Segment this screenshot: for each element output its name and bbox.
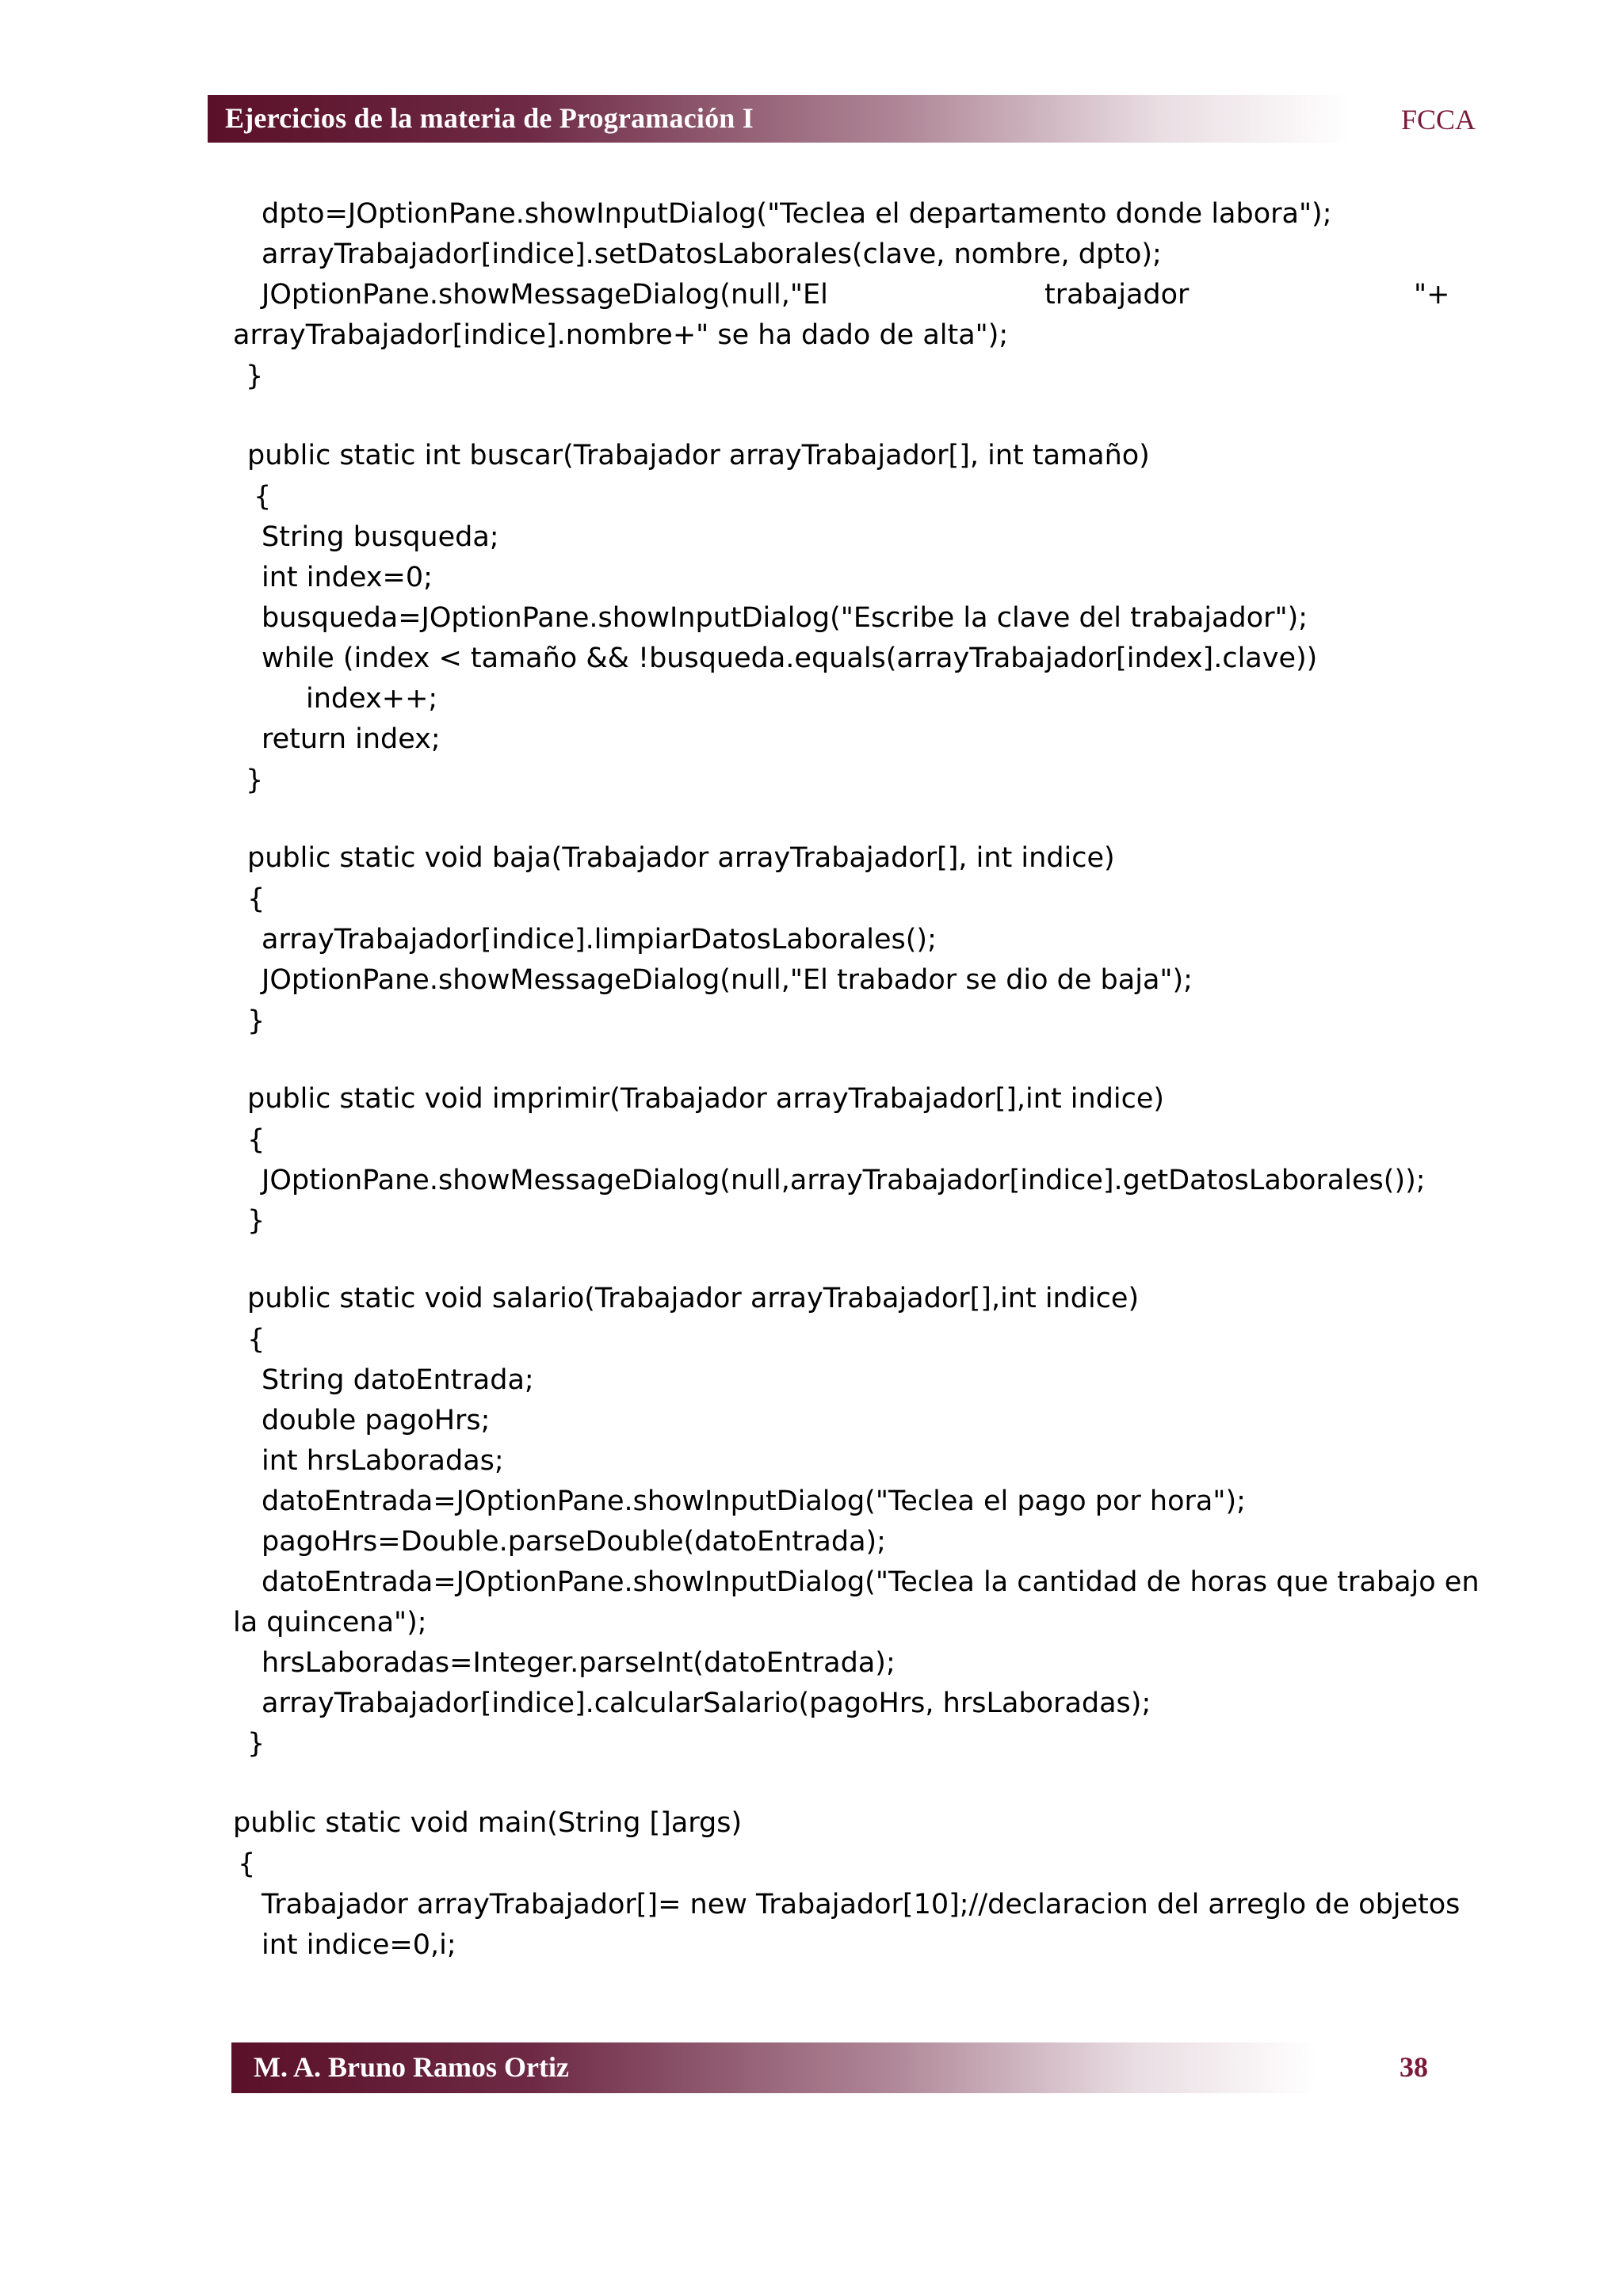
- code-line: index++;: [306, 683, 438, 715]
- code-line: pagoHrs=Double.parseDouble(datoEntrada);: [262, 1526, 886, 1558]
- code-line: JOptionPane.showMessageDialog(null,arrayTrabajador[indice].getDatosLaborales());: [262, 1165, 1426, 1196]
- code-line: String datoEntrada;: [262, 1364, 534, 1396]
- code-line: arrayTrabajador[indice].calcularSalario(pagoHrs, hrsLaboradas);: [262, 1688, 1151, 1719]
- code-line: arrayTrabajador[indice].limpiarDatosLaborales();: [262, 924, 937, 955]
- code-line: {: [247, 1124, 265, 1156]
- code-line: String busqueda;: [262, 521, 499, 553]
- page-number: 38: [1400, 2051, 1428, 2083]
- code-line: {: [247, 883, 265, 915]
- code-line: }: [246, 765, 264, 796]
- code-line: public static void salario(Trabajador arrayTrabajador[],int indice): [247, 1283, 1140, 1314]
- code-line: }: [247, 1728, 265, 1760]
- code-line: busqueda=JOptionPane.showInputDialog("Escribe la clave del trabajador");: [262, 602, 1308, 634]
- code-line: datoEntrada=JOptionPane.showInputDialog("Teclea el pago por hora");: [262, 1486, 1246, 1517]
- code-line: {: [238, 1848, 256, 1880]
- header-title: Ejercicios de la materia de Programación I: [225, 102, 754, 134]
- code-line: datoEntrada=JOptionPane.showInputDialog("Teclea la cantidad de horas que trabajo en: [262, 1566, 1480, 1598]
- code-line: arrayTrabajador[indice].nombre+" se ha dado de alta");: [233, 319, 1009, 351]
- code-line: int index=0;: [262, 562, 433, 593]
- code-line: }: [247, 1005, 265, 1037]
- code-line: public static int buscar(Trabajador arrayTrabajador[], int tamaño): [247, 440, 1150, 471]
- code-line: return index;: [262, 723, 441, 755]
- code-line: int indice=0,i;: [262, 1929, 456, 1961]
- code-line: "+: [1414, 279, 1450, 311]
- code-line: trabajador: [1044, 279, 1190, 311]
- code-line: }: [247, 1205, 265, 1237]
- code-line: arrayTrabajador[indice].setDatosLaborales(clave, nombre, dpto);: [262, 238, 1162, 270]
- code-line: }: [246, 360, 264, 392]
- page-footer: [231, 2042, 1436, 2093]
- code-line: double pagoHrs;: [262, 1405, 491, 1436]
- code-line: {: [254, 481, 272, 513]
- code-line: la quincena");: [233, 1607, 427, 1638]
- code-line: while (index < tamaño && !busqueda.equals(arrayTrabajador[index].clave)): [262, 643, 1318, 674]
- code-line: {: [247, 1324, 265, 1356]
- code-line: public static void imprimir(Trabajador arrayTrabajador[],int indice): [247, 1083, 1165, 1115]
- code-line: Trabajador arrayTrabajador[]= new Trabajador[10];//declaracion del arreglo de objetos: [262, 1889, 1461, 1920]
- code-line: hrsLaboradas=Integer.parseInt(datoEntrada);: [262, 1647, 896, 1679]
- code-line: int hrsLaboradas;: [262, 1445, 504, 1477]
- code-line: dpto=JOptionPane.showInputDialog("Teclea el departamento donde labora");: [262, 198, 1332, 230]
- header-org: FCCA: [1401, 104, 1476, 135]
- code-line: JOptionPane.showMessageDialog(null,"El: [262, 279, 828, 311]
- code-line: public static void main(String []args): [233, 1807, 743, 1839]
- code-line: public static void baja(Trabajador arrayTrabajador[], int indice): [247, 842, 1115, 874]
- code-line: JOptionPane.showMessageDialog(null,"El trabador se dio de baja");: [262, 964, 1193, 996]
- footer-author: M. A. Bruno Ramos Ortiz: [254, 2051, 569, 2083]
